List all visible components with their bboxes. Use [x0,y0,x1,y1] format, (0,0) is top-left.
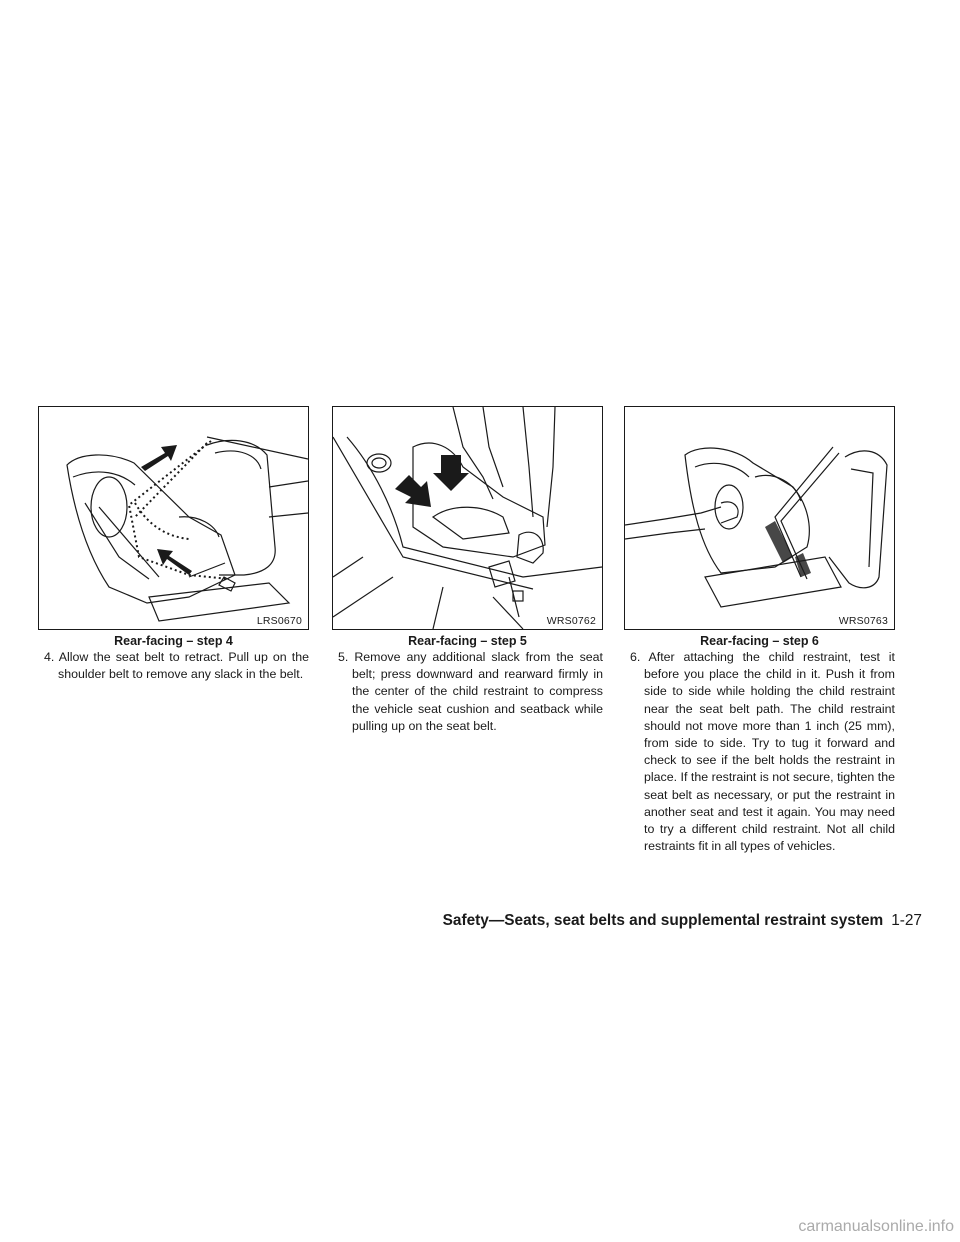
figure-caption: Rear-facing – step 6 [700,634,819,648]
figure-caption: Rear-facing – step 4 [114,634,233,648]
illustration-seat-belt-retract [39,407,308,629]
figure-id: LRS0670 [256,615,302,627]
figure-id: WRS0762 [546,615,596,627]
column-step-4 [38,406,309,683]
step-4-text: 4. Allow the seat belt to retract. Pull up on the shoulder belt to remove any slack in the belt. [44,650,310,682]
figure-rear-facing-step-5 [332,406,603,630]
page-footer [443,912,922,930]
column-step-5 [332,406,603,735]
figure-rear-facing-step-6 [624,406,895,630]
column-step-6 [624,406,895,855]
step-6-text: 6. After attaching the child restraint, test it before you place the child in it. Push it from side to side while holding the child restraint near the seat belt path. The child restraint should not move more than 1 inch (25 mm), from side to side. Try to tug it forward and check to see if the belt holds the restraint in place. If the restraint is not secure, tighten the seat belt as necessary, or put the restraint in another seat and test it again. You may need to try a different child restraint. Not all child restraints fit in all types of vehicles. [630,650,896,854]
figure-caption: Rear-facing – step 5 [408,634,527,648]
figure-rear-facing-step-4 [38,406,309,630]
section-title: Safety—Seats, seat belts and supplemental restraint system [442,912,884,929]
illustration-press-child-restraint [333,407,602,629]
figure-id: WRS0763 [838,615,888,627]
illustration-test-child-restraint [625,407,894,629]
watermark: carmanualsonline.info [798,1218,954,1235]
page-number: 1-27 [891,912,922,929]
step-5-text: 5. Remove any additional slack from the seat belt; press downward and rearward firmly in the center of the child restraint to compress the vehicle seat cushion and seatback while pulling up on the seat belt. [338,650,603,733]
